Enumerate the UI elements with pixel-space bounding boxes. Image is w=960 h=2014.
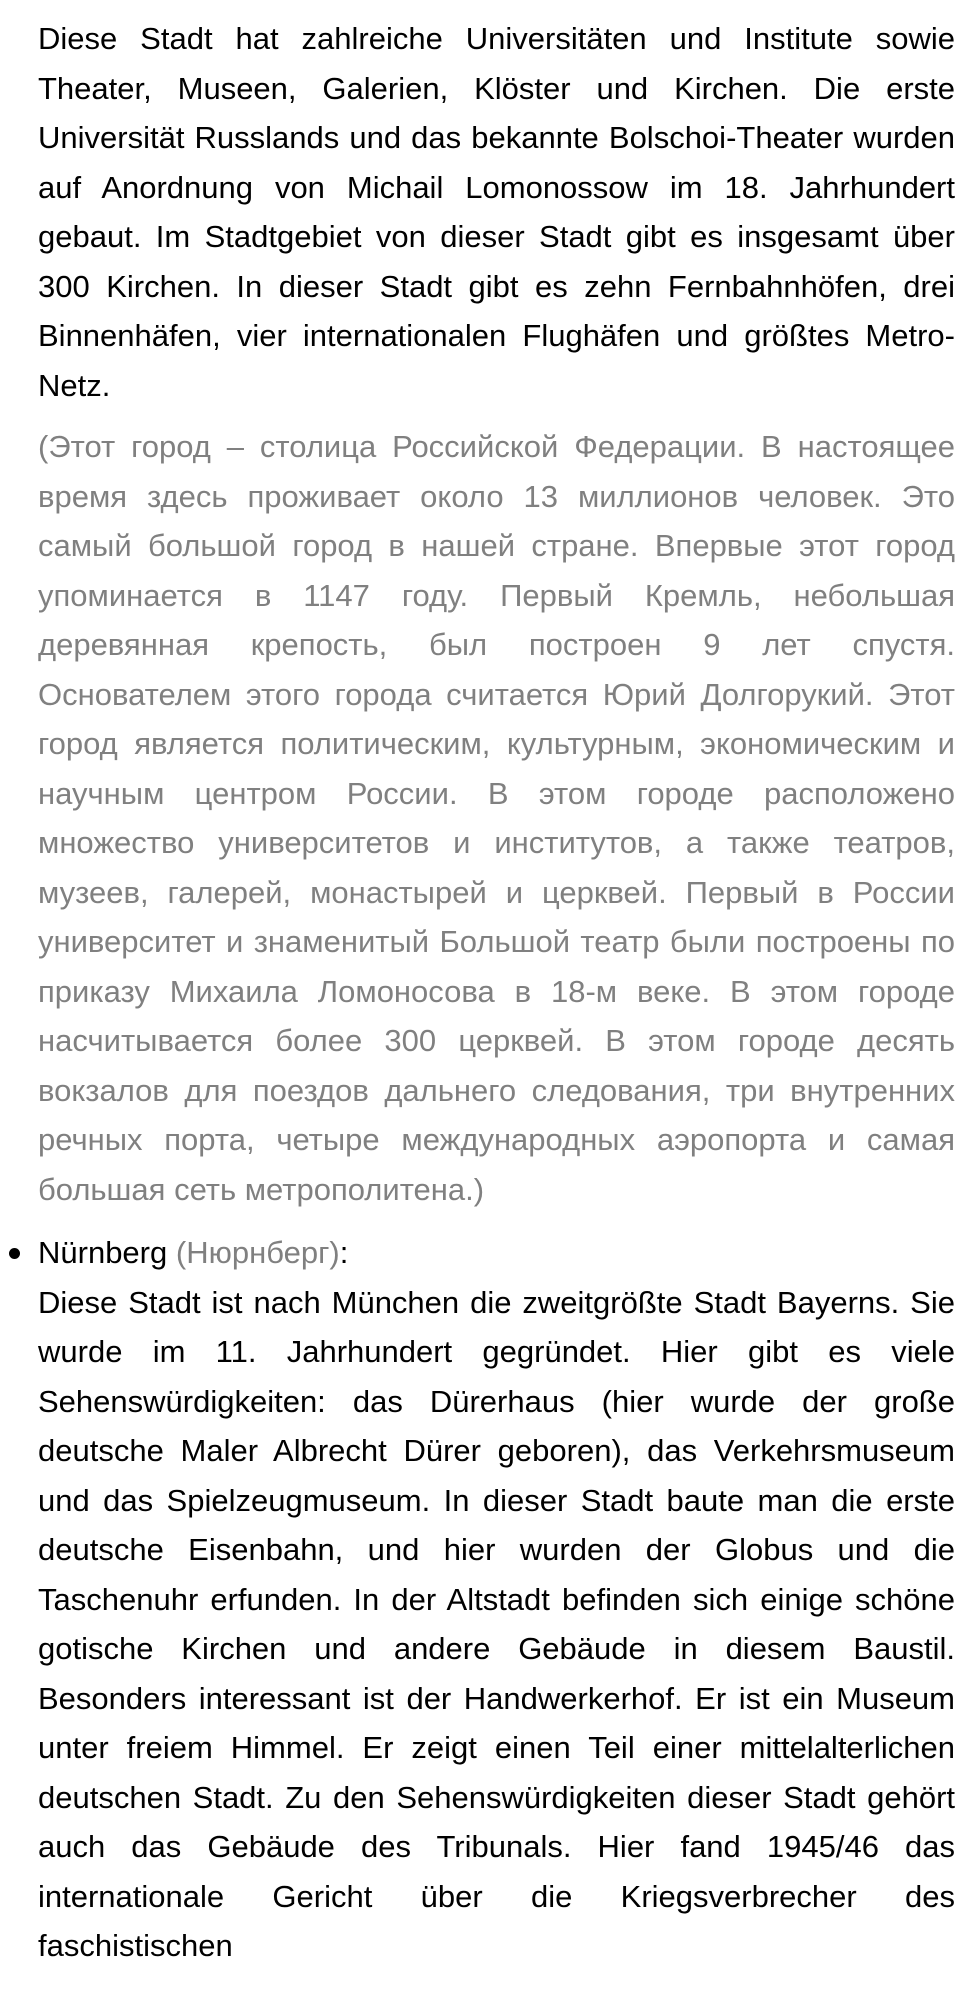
nuernberg-title-de: Nürnberg [38,1235,168,1270]
document-page [38,14,955,1971]
bullet-icon [9,1248,20,1259]
moscow-german-paragraph: Diese Stadt hat zahlreiche Universitäten und Institute sowie Theater, Museen, Galerien, Klöster und Kirchen. Die erste Universität Russlands und das bekannte Bolschoi-Theater wurden auf Anordnung von Michail Lomonossow im 18. Jahrhundert gebaut. Im Stadtgebiet von dieser Stadt gibt es insgesamt über 300 Kirchen. In dieser Stadt gibt es zehn Fernbahnhöfen, drei Binnenhäfen, vier internationalen Flughäfen und größtes Metro-Netz. [38,21,955,403]
nuernberg-heading [38,1228,955,1278]
list-item-nuernberg [38,1228,955,1971]
moscow-russian-translation: (Этот город – столица Российской Федерации. В настоящее время здесь проживает около 13 миллионов человек. Это самый большой город в нашей стране. Впервые этот город упоминается в 1147 году. Первый Кремль, небольшая деревянная крепость, был построен 9 лет спустя. Основателем этого города считается Юрий Долгорукий. Этот город является политическим, культурным, экономическим и научным центром России. В этом городе расположено множество университетов и институтов, а также театров, музеев, галерей, монастырей и церквей. Первый в России университет и знаменитый Большой театр были построены по приказу Михаила Ломоносова в 18-м веке. В этом городе насчитывается более 300 церквей. В этом городе десять вокзалов для поездов дальнего следования, три внутренних речных порта, четыре международных аэропорта и самая большая сеть метрополитена.) [38,429,955,1207]
nuernberg-title-ru: (Нюрнберг) [175,1235,340,1270]
nuernberg-german-paragraph: Diese Stadt ist nach München die zweitgrößte Stadt Bayerns. Sie wurde im 11. Jahrhundert gegründet. Hier gibt es viele Sehenswürdigkeiten: das Dürerhaus (hier wurde der große deutsche Maler Albrecht Dürer geboren), das Verkehrsmuseum und das Spielzeugmuseum. In dieser Stadt baute man die erste deutsche Eisenbahn, und hier wurden der Globus und die Taschenuhr erfunden. In der Altstadt befinden sich einige schöne gotische Kirchen und andere Gebäude in diesem Baustil. Besonders interessant ist der Handwerkerhof. Er ist ein Museum unter freiem Himmel. Er zeigt einen Teil einer mittelalterlichen deutschen Stadt. Zu den Sehenswürdigkeiten dieser Stadt gehört auch das Gebäude des Tribunals. Hier fand 1945/46 das internationale Gericht über die Kriegsverbrecher des faschistischen [38,1284,955,1963]
nuernberg-title-suffix: : [339,1235,349,1270]
